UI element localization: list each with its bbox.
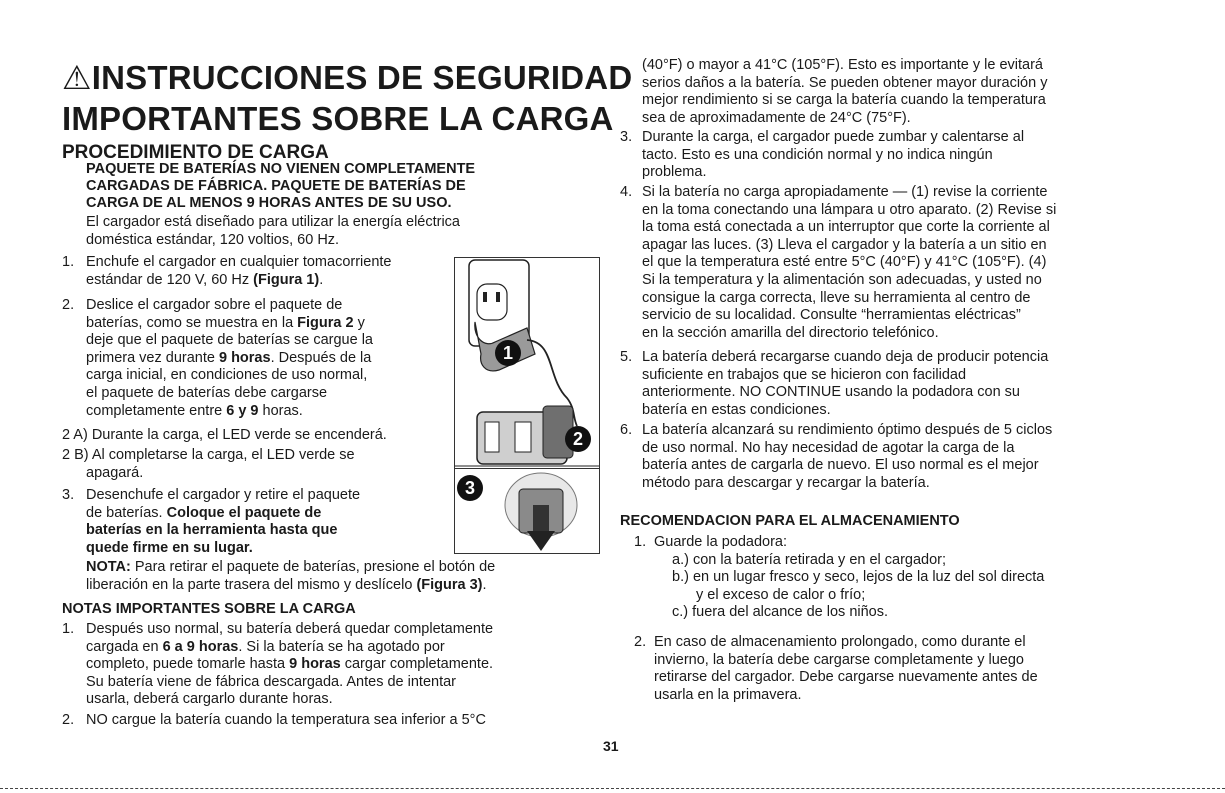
step-number: 3. bbox=[620, 129, 633, 145]
text-line: de uso normal. No hay necesidad de agotar la carga de la bbox=[642, 439, 1015, 456]
title-line-2: IMPORTANTES SOBRE LA CARGA bbox=[62, 100, 614, 137]
step-2b bbox=[62, 447, 355, 482]
figure-label-1: 1 bbox=[495, 340, 521, 366]
step-line: baterías en la herramienta hasta que bbox=[86, 522, 338, 539]
nota-item-2 bbox=[62, 712, 602, 730]
text-line: invierno, la batería debe cargarse completamente y luego bbox=[654, 651, 1024, 668]
step-2 bbox=[62, 297, 457, 420]
step-number: 1. bbox=[634, 534, 647, 550]
step-line: el paquete de baterías debe cargarse bbox=[86, 384, 328, 401]
step-number: 2. bbox=[62, 712, 75, 728]
intro-line: doméstica estándar, 120 voltios, 60 Hz. bbox=[86, 231, 340, 248]
step-number: 2. bbox=[62, 297, 75, 313]
text-line: en la sección amarilla del directorio telefónico. bbox=[642, 324, 939, 341]
text-line: problema. bbox=[642, 164, 707, 181]
text-line: La batería alcanzará su rendimiento óptimo después de 5 ciclos bbox=[642, 422, 1053, 438]
text-line: (40°F) o mayor a 41°C (105°F). Esto es importante y le evitará bbox=[642, 57, 1043, 73]
text-line: Si la temperatura y la alimentación son adecuadas, y usted no bbox=[642, 271, 1042, 288]
text-line: b.) en un lugar fresco y seco, lejos de la luz del sol directa bbox=[672, 569, 1045, 586]
storage-item-2 bbox=[634, 634, 1038, 704]
text-line: suficiente en trabajos que se hicieron con facilidad bbox=[642, 366, 967, 383]
text-line: la toma está conectada a un interruptor que corte la corriente al bbox=[642, 219, 1050, 236]
step-number: 5. bbox=[620, 349, 633, 365]
procedure-heading: PROCEDIMIENTO DE CARGA bbox=[62, 142, 329, 163]
figure-label-2: 2 bbox=[565, 426, 591, 452]
text-line: a.) con la batería retirada y en el cargador; bbox=[672, 551, 947, 568]
step-line: usarla, deberá cargarlo durante horas. bbox=[86, 691, 333, 708]
text-line: mejor rendimiento si se carga la batería cuando la temperatura bbox=[642, 92, 1046, 109]
step-line: baterías, como se muestra en la Figura 2 y bbox=[86, 314, 365, 331]
text-line: Si la batería no carga apropiadamente — (1) revise la corriente bbox=[642, 184, 1048, 200]
text-line: c.) fuera del alcance de los niños. bbox=[672, 604, 889, 621]
nota-item-1 bbox=[62, 621, 602, 709]
step-number: 1. bbox=[62, 254, 75, 270]
step-line: deje que el paquete de baterías se cargue la bbox=[86, 332, 373, 349]
text-line: batería antes de cargarla de nuevo. El uso normal es el mejor bbox=[642, 457, 1039, 474]
text-line: retirarse del cargador. Debe cargarse nuevamente antes de bbox=[654, 669, 1038, 686]
step-line: completamente entre 6 y 9 horas. bbox=[86, 402, 303, 419]
nota-item-5 bbox=[620, 349, 1048, 419]
step-line: de baterías. Coloque el paquete de bbox=[86, 504, 322, 521]
notas-heading: NOTAS IMPORTANTES SOBRE LA CARGA bbox=[62, 601, 356, 617]
step-line: NO cargue la batería cuando la temperatura sea inferior a 5°C bbox=[86, 712, 486, 728]
step-number: 1. bbox=[62, 621, 75, 637]
figure-3 bbox=[454, 468, 600, 554]
nota-item-6 bbox=[620, 422, 1052, 492]
text-line: batería en estas condiciones. bbox=[642, 401, 831, 418]
step-line: estándar de 120 V, 60 Hz (Figura 1). bbox=[86, 271, 324, 288]
page-bottom-rule bbox=[0, 788, 1225, 789]
step-2a: 2 A) Durante la carga, el LED verde se encenderá. bbox=[62, 427, 387, 443]
text-line: consigue la carga correcta, lleve su herramienta al centro de bbox=[642, 289, 1031, 306]
intro-line: El cargador está diseñado para utilizar la energía eléctrica bbox=[86, 214, 460, 230]
step-line: Su batería viene de fábrica descargada. Antes de intentar bbox=[86, 673, 456, 690]
right-continuation bbox=[642, 57, 1047, 127]
text-line: serios daños a la batería. Se pueden obtener mayor duración y bbox=[642, 74, 1048, 91]
storage-heading: RECOMENDACION PARA EL ALMACENAMIENTO bbox=[620, 513, 960, 529]
text-line: el que la temperatura esté entre 5°C (40°F) y 41°C (105°F). (4) bbox=[642, 254, 1047, 271]
step-line: carga inicial, en condiciones de uso normal, bbox=[86, 367, 368, 384]
text-line: anteriormente. NO CONTINUE usando la podadora con su bbox=[642, 384, 1020, 401]
text-line: Guarde la podadora: bbox=[654, 534, 788, 550]
text-line: La batería deberá recargarse cuando deja de producir potencia bbox=[642, 349, 1049, 365]
page-number: 31 bbox=[603, 738, 619, 754]
warning-line: CARGA DE AL MENOS 9 HORAS ANTES DE SU USO. bbox=[86, 195, 452, 211]
text-line: usarla en la primavera. bbox=[654, 686, 802, 703]
intro-text bbox=[86, 214, 460, 249]
step-1 bbox=[62, 254, 457, 289]
step-number: 3. bbox=[62, 487, 75, 503]
step-line: cargada en 6 a 9 horas. Si la batería se ha agotado por bbox=[86, 638, 445, 655]
step-line: Desenchufe el cargador y retire el paquete bbox=[86, 487, 361, 503]
text-line: servicio de su localidad. Consulte “herramientas eléctricas” bbox=[642, 307, 1021, 324]
warning-line: CARGADAS DE FÁBRICA. PAQUETE DE BATERÍAS DE bbox=[86, 178, 466, 194]
warning-block bbox=[86, 161, 475, 212]
step-number: 2. bbox=[634, 634, 647, 650]
text-line: en la toma conectando una lámpara u otro aparato. (2) Revise si bbox=[642, 201, 1057, 218]
step-line: completo, puede tomarle hasta 9 horas cargar completamente. bbox=[86, 656, 494, 673]
text-line: sea de aproximadamente de 24°C (75°F). bbox=[642, 109, 911, 126]
step-line: apagará. bbox=[86, 464, 144, 481]
text-line: método para descargar y recargar la batería. bbox=[642, 474, 930, 491]
text-line: apagar las luces. (3) Lleva el cargador y la batería a un sitio en bbox=[642, 236, 1047, 253]
title-line-1: ⚠INSTRUCCIONES DE SEGURIDAD bbox=[62, 59, 633, 96]
nota-item-3 bbox=[620, 129, 1024, 182]
text-line: y el exceso de calor o frío; bbox=[696, 586, 866, 603]
step-line: Deslice el cargador sobre el paquete de bbox=[86, 297, 343, 313]
figure-label-3: 3 bbox=[457, 475, 483, 501]
text-line: En caso de almacenamiento prolongado, como durante el bbox=[654, 634, 1026, 650]
text-line: Durante la carga, el cargador puede zumbar y calentarse al bbox=[642, 129, 1025, 145]
step-line: quede firme en su lugar. bbox=[86, 539, 253, 556]
step-3 bbox=[62, 487, 457, 557]
step-line: Enchufe el cargador en cualquier tomacorriente bbox=[86, 254, 392, 270]
step-line: Después uso normal, su batería deberá quedar completamente bbox=[86, 621, 494, 637]
step-number: 6. bbox=[620, 422, 633, 438]
warning-line: PAQUETE DE BATERÍAS NO VIENEN COMPLETAMENTE bbox=[86, 161, 476, 177]
step-line: primera vez durante 9 horas. Después de la bbox=[86, 349, 372, 366]
nota-line: NOTA: Para retirar el paquete de baterías, presione el botón de bbox=[86, 559, 496, 575]
step-number: 4. bbox=[620, 184, 633, 200]
nota bbox=[86, 559, 495, 594]
nota-line: liberación en la parte trasera del mismo y deslícelo (Figura 3). bbox=[86, 576, 487, 593]
text-line: tacto. Esto es una condición normal y no indica ningún bbox=[642, 146, 993, 163]
figure-1-2 bbox=[454, 257, 600, 469]
nota-item-4 bbox=[620, 184, 1056, 342]
storage-item-1 bbox=[634, 534, 1044, 622]
step-line: 2 B) Al completarse la carga, el LED verde se bbox=[62, 447, 355, 463]
